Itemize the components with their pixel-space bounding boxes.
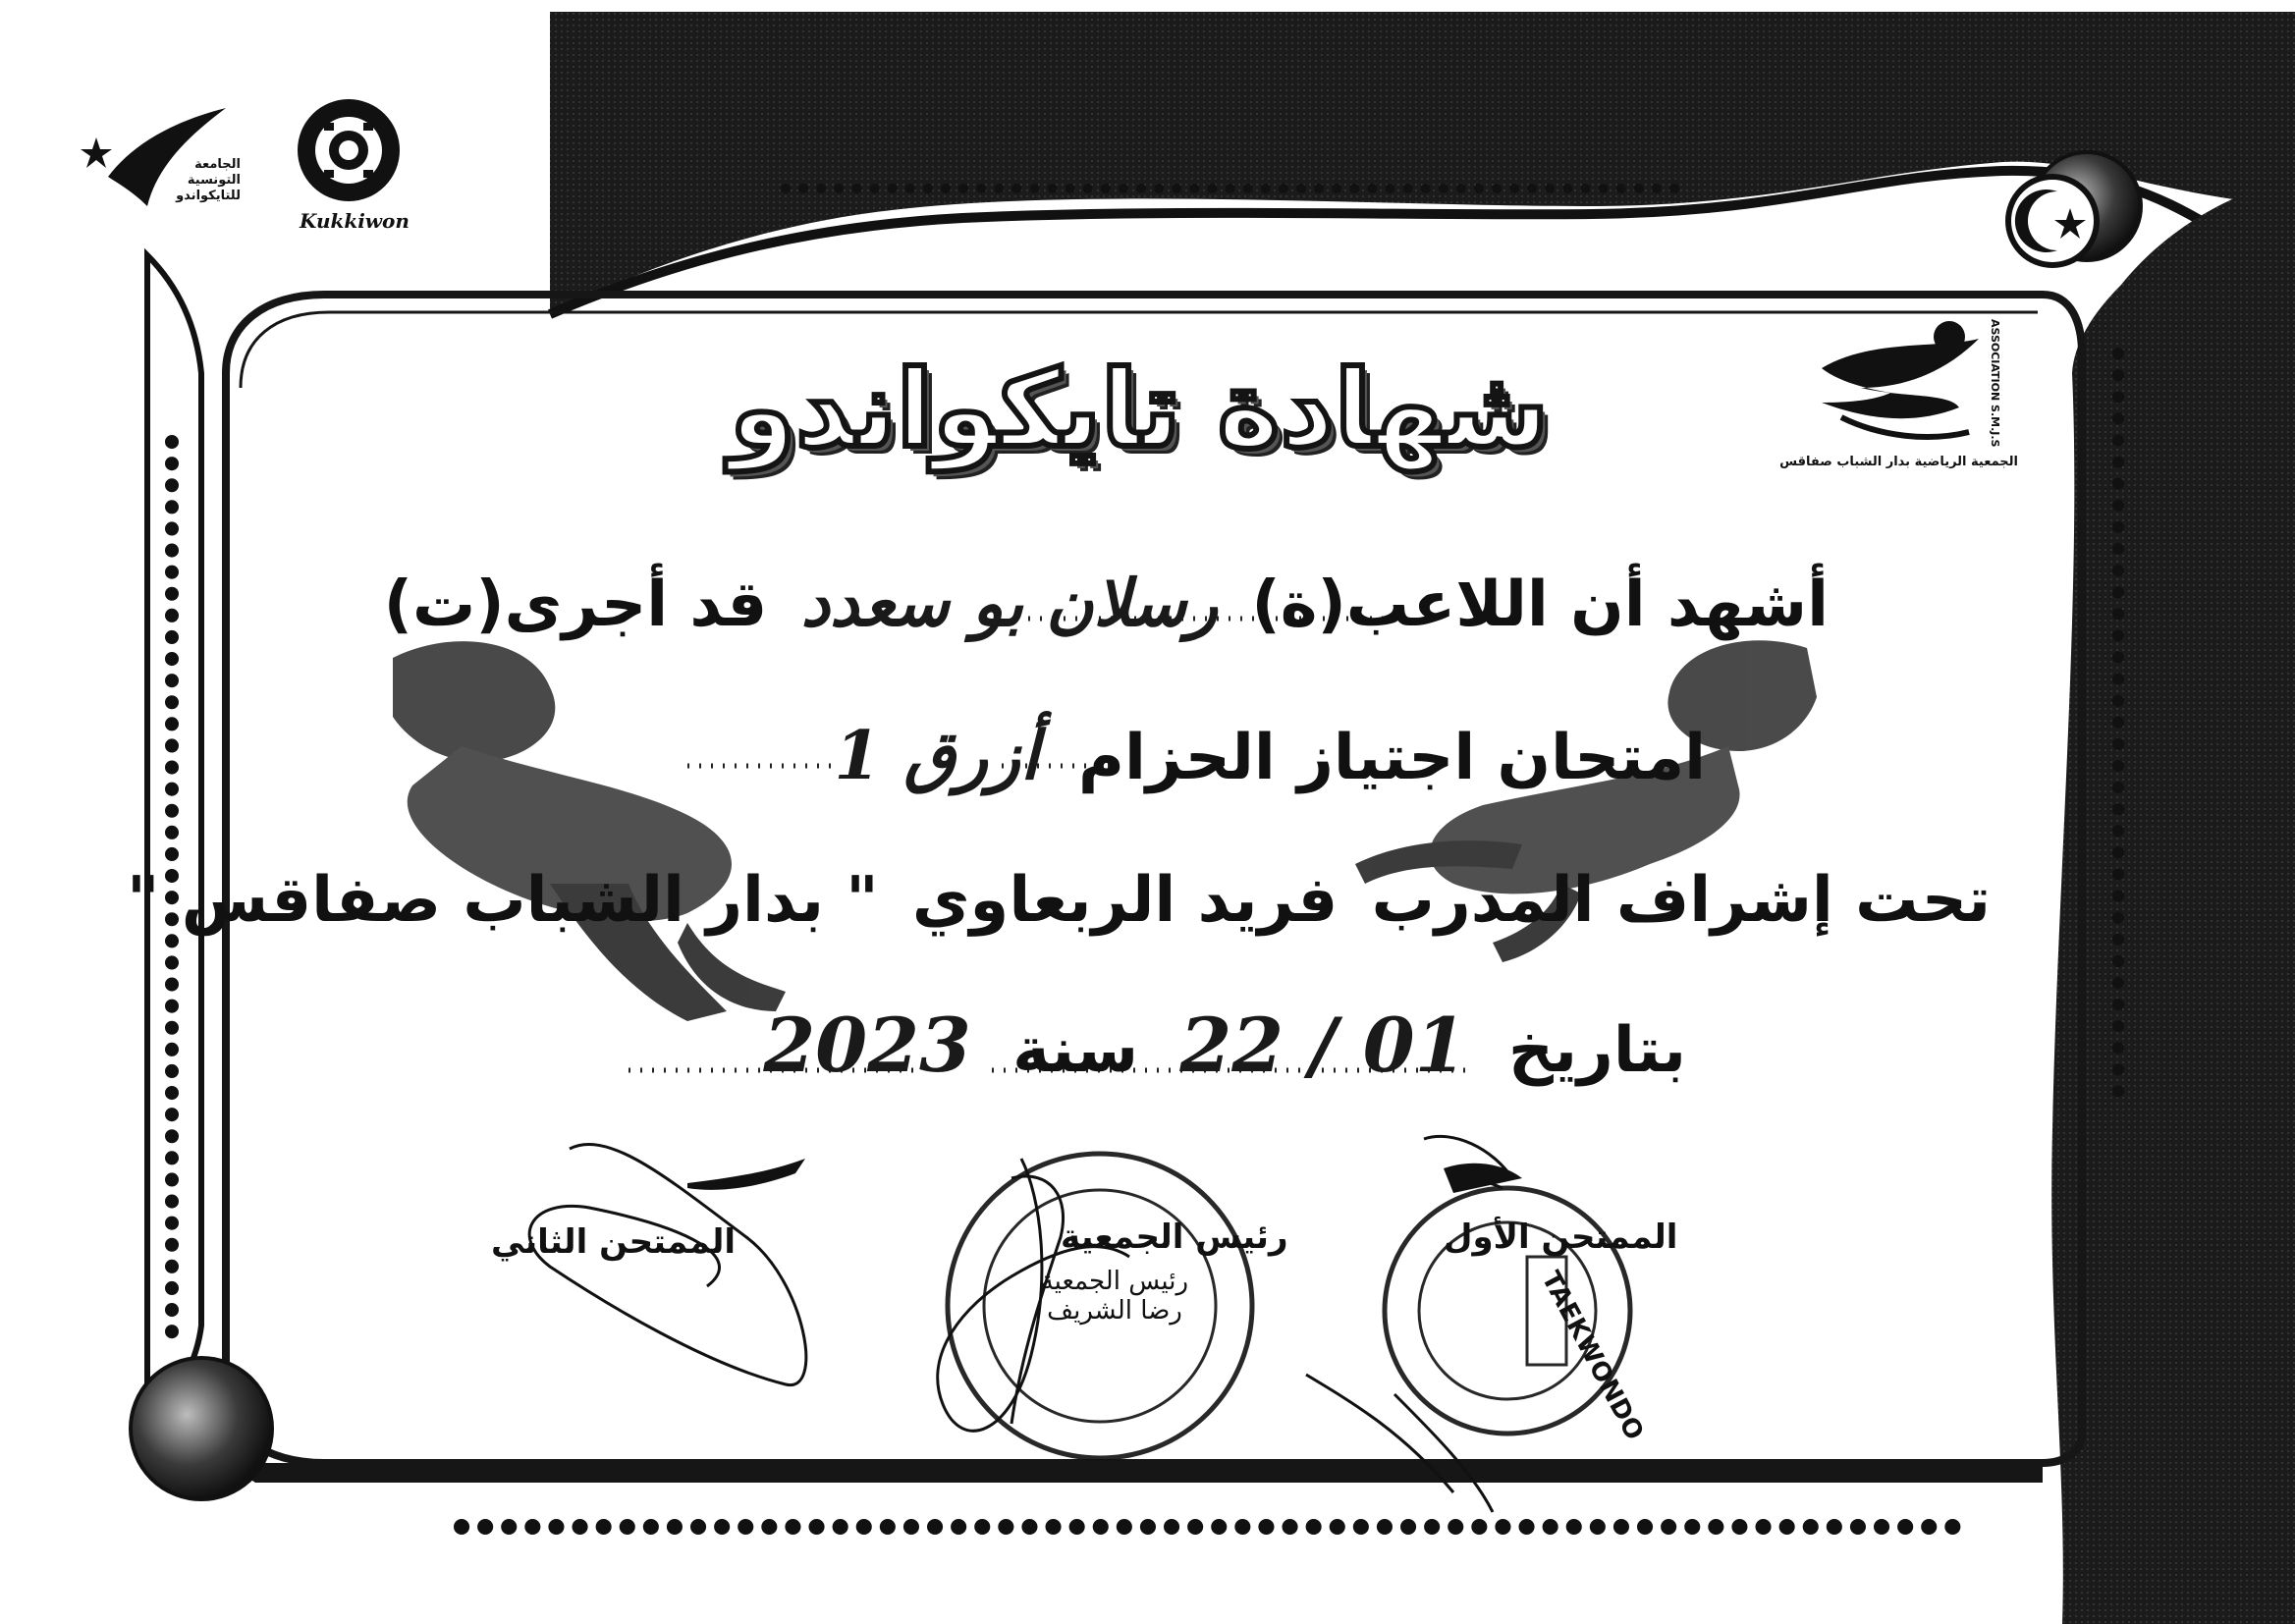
kukkiwon-logo [270, 93, 427, 236]
first-examiner-label: الممتحن الأول [1444, 1218, 1678, 1257]
bottom-frame [226, 1463, 2043, 1483]
line1-suffix: قد أجرى(ت) [383, 568, 768, 641]
federation-logo-text [133, 157, 241, 204]
belt-grade: أزرق 1 [834, 717, 1039, 795]
stamp-line: رضا الشريف [1047, 1296, 1182, 1326]
stamp-line: رئيس الجمعية [1040, 1267, 1188, 1296]
right-curtain [2051, 177, 2295, 1624]
statement-line-4 [743, 1001, 1686, 1089]
kukkiwon-emblem-icon [270, 93, 427, 211]
association-latin-text: ASSOCIATION S.M.J.S [1989, 319, 2001, 448]
line2-prefix: امتحان اجتياز الحزام [1078, 722, 1706, 794]
fighter-silhouette-left [393, 641, 786, 1021]
top-curtain [550, 12, 2295, 314]
kukkiwon-text: Kukkiwon [300, 209, 410, 233]
president-label: رئيس الجمعية [1061, 1218, 1288, 1257]
federation-text-line: التونسية [187, 173, 241, 188]
venue: " بدار الشباب صفاقس " [127, 864, 879, 937]
statement-line-1 [384, 565, 1829, 641]
date-value: 22 / 01 [1179, 1001, 1467, 1089]
federation-text-line: للتايكواندو [176, 189, 241, 203]
statement-line-2 [816, 717, 1706, 795]
coach-name: فريد الربعاوي [911, 864, 1339, 937]
line3-prefix: تحت إشراف المدرب [1371, 864, 1991, 937]
certificate-title: شهادة تايكواندو [729, 349, 1550, 471]
second-examiner-label: الممتحن الثاني [491, 1222, 737, 1262]
athlete-name: رسلان بو سعدد [800, 565, 1219, 641]
association-logo [1779, 309, 2038, 476]
line1-prefix: أشهد أن اللاعب(ة) [1251, 568, 1829, 641]
federation-logo [79, 98, 246, 226]
club-stamp-text: TAEKWONDO [1535, 1267, 1650, 1445]
statement-line-3 [127, 864, 1991, 937]
federation-text-line: الجامعة [194, 157, 241, 172]
year-value: 2023 [763, 1001, 971, 1089]
association-emblem-icon [1802, 309, 1998, 457]
date-label: بتاريخ [1507, 1014, 1686, 1087]
ornament-ball-left [131, 1358, 272, 1499]
year-label: سنة [1012, 1014, 1139, 1087]
president-stamp-text [1041, 1267, 1188, 1326]
tunisia-flag-emblem [2008, 177, 2097, 265]
association-text: الجمعية الرياضية بدار الشباب صفاقس [1779, 455, 2018, 469]
